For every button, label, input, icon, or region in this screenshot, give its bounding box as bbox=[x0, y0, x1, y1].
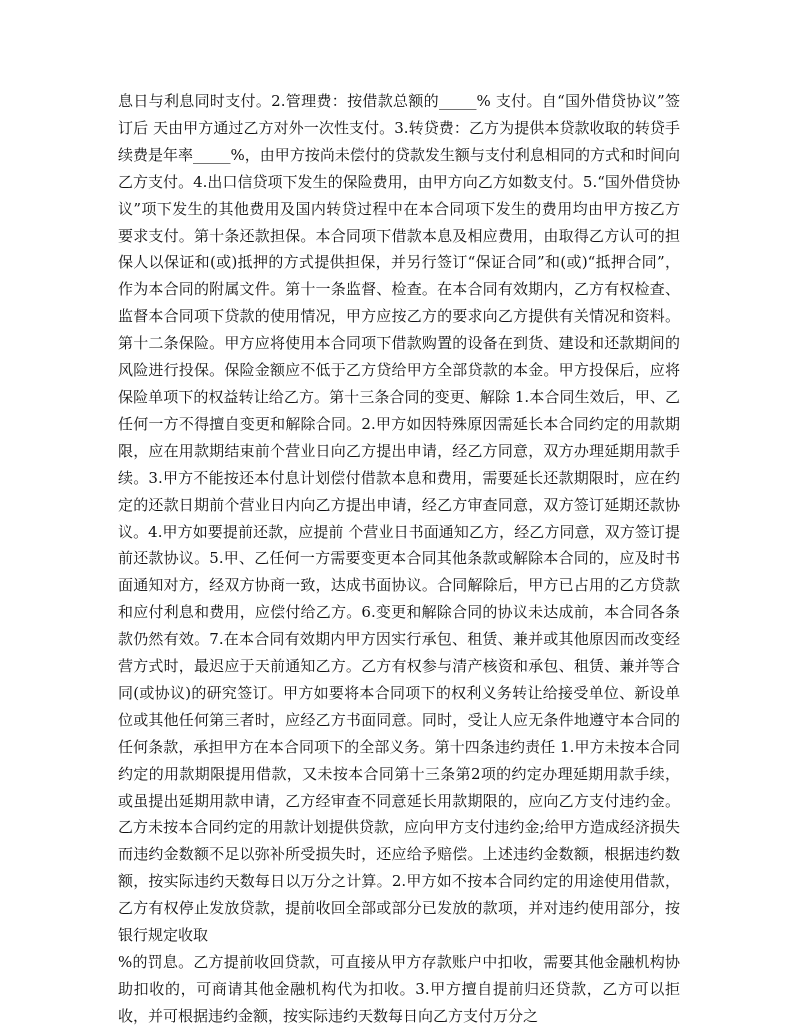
contract-text-body bbox=[118, 88, 680, 1030]
contract-paragraph-2: %的罚息。乙方提前收回贷款，可直接从甲方存款账户中扣收，需要其他金融机构协助扣收的，可商请其他金融机构代为扣收。3.甲方擅自提前归还贷款，乙方可以拒收，并可根据违约金额，按实际违约天数每日向乙方支付万分之 bbox=[118, 953, 680, 1025]
contract-paragraph-1: 息日与利息同时支付。2.管理费：按借款总额的_____% 支付。自“国外借贷协议”签订后 天由甲方通过乙方对外一次性支付。3.转贷费：乙方为提供本贷款收取的转贷手续费是年率_____%，由甲方按尚未偿付的贷款发生额与支付利息相同的方式和时间向乙方支付。4.出口信贷项下发生的保险费用，由甲方向乙方如数支付。5.“国外借贷协议”项下发生的其他费用及国内转贷过程中在本合同项下发生的费用均由甲方按乙方要求支付。第十条还款担保。本合同项下借款本息及相应费用，由取得乙方认可的担保人以保证和(或)抵押的方式提供担保，并另行签订“保证合同”和(或)“抵押合同”，作为本合同的附属文件。第十一条监督、检查。在本合同有效期内，乙方有权检查、监督本合同项下贷款的使用情况，甲方应按乙方的要求向乙方提供有关情况和资料。第十二条保险。甲方应将使用本合同项下借款购置的设备在到货、建设和还款期间的风险进行投保。保险金额应不低于乙方贷给甲方全部贷款的本金。甲方投保后，应将保险单项下的权益转让给乙方。第十三条合同的变更、解除 1.本合同生效后，甲、乙任何一方不得擅自变更和解除合同。2.甲方如因特殊原因需延长本合同约定的用款期限，应在用款期结束前个营业日向乙方提出申请，经乙方同意，双方办理延期用款手续。3.甲方不能按还本付息计划偿付借款本息和费用，需要延长还款期限时，应在约定的还款日期前个营业日内向乙方提出申请，经乙方审查同意，双方签订延期还款协议。4.甲方如要提前还款，应提前 个营业日书面通知乙方，经乙方同意，双方签订提前还款协议。5.甲、乙任何一方需要变更本合同其他条款或解除本合同的，应及时书面通知对方，经双方协商一致，达成书面协议。合同解除后，甲方已占用的乙方贷款和应付利息和费用，应偿付给乙方。6.变更和解除合同的协议未达成前，本合同各条款仍然有效。7.在本合同有效期内甲方因实行承包、租赁、兼并或其他原因而改变经营方式时，最迟应于天前通知乙方。乙方有权参与清产核资和承包、租赁、兼并等合同(或协议)的研究签订。甲方如要将本合同项下的权利义务转让给接受单位、新设单位或其他任何第三者时，应经乙方书面同意。同时，受让人应无条件地遵守本合同的任何条款，承担甲方在本合同项下的全部义务。第十四条违约责任 1.甲方未按本合同约定的用款期限提用借款，又未按本合同第十三条第2项的约定办理延期用款手续，或虽提出延期用款申请，乙方经审查不同意延长用款期限的，应向乙方支付违约金。乙方未按本合同约定的用款计划提供贷款，应向甲方支付违约金;给甲方造成经济损失而违约金数额不足以弥补所受损失时，还应给予赔偿。上述违约金数额，根据违约数额，按实际违约天数每日以万分之计算。2.甲方如不按本合同约定的用途使用借款，乙方有权停止发放贷款，提前收回全部或部分已发放的款项，并对违约使用部分，按银行规定收取 bbox=[118, 92, 680, 945]
